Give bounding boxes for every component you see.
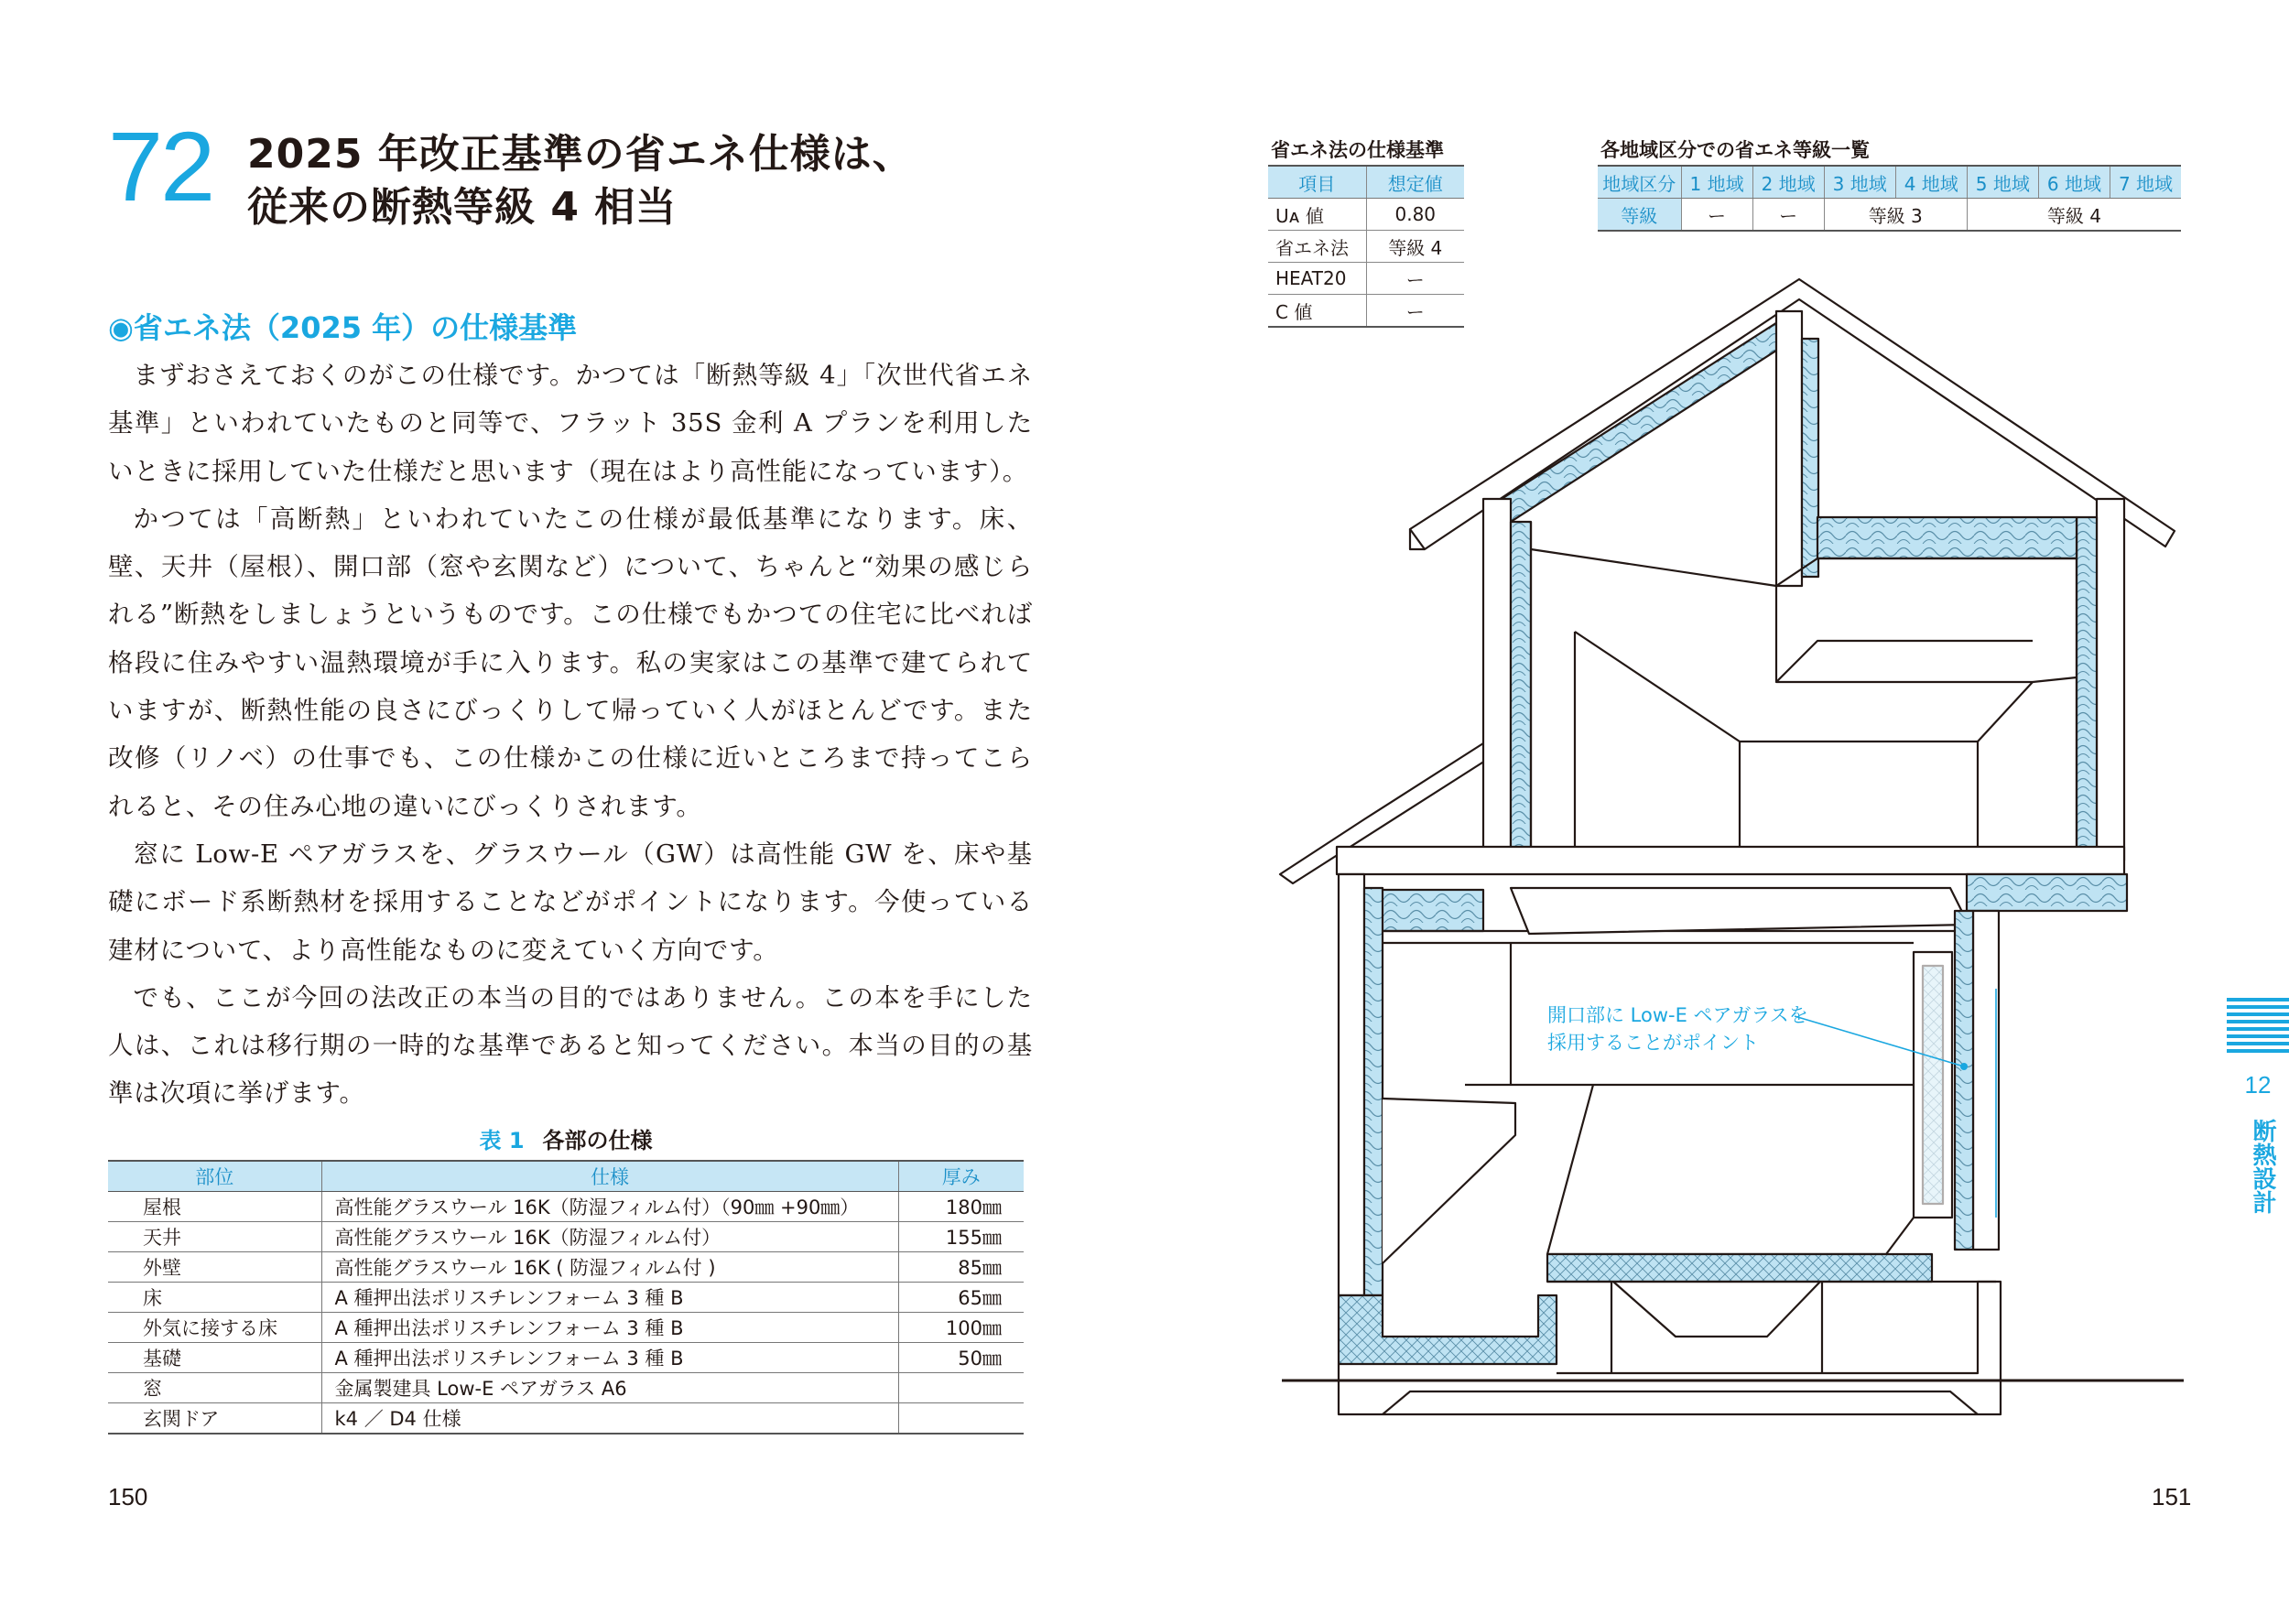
table-header: 4 地域 xyxy=(1895,166,1967,199)
table-cell: 180㎜ xyxy=(898,1192,1024,1222)
table-header: 仕様 xyxy=(321,1161,898,1192)
table-header-row xyxy=(108,1161,1024,1192)
table-cell: 高性能グラスウール 16K（防湿フィルム付）（90㎜ +90㎜） xyxy=(321,1192,898,1222)
paragraph: かつては「高断熱」といわれていたこの仕様が最低基準になります。床、壁、天井（屋根）、開口部（窓や玄関など）について、ちゃんと“効果の感じられる”断熱をしましょうというものです。この仕様でもかつての住宅に比べれば格段に住みやすい温熱環境が手に入ります。私の実家はこの基準で建てられていますが、断熱性能の良さにびっくりして帰っていく人がほとんどです。また改修（リノベ）の仕事でも、この仕様かこの仕様に近いところまで持ってこられると、その住み心地の違いにびっくりされます。 xyxy=(108,503,1033,821)
section-title xyxy=(247,128,914,234)
table-header: 6 地域 xyxy=(2038,166,2110,199)
table-cell: 外気に接する床 xyxy=(108,1313,321,1343)
window-callout xyxy=(1547,1001,1808,1056)
table-cell: 85㎜ xyxy=(898,1252,1024,1283)
table-header: 5 地域 xyxy=(1967,166,2038,199)
table-cell xyxy=(898,1403,1024,1435)
table-cell: HEAT20 xyxy=(1268,263,1366,295)
subheading: ◉省エネ法（2025 年）の仕様基準 xyxy=(108,310,578,345)
table-header: 1 地域 xyxy=(1681,166,1752,199)
table-row xyxy=(108,1283,1024,1313)
region-grade-table xyxy=(1598,165,2181,232)
table-row-label: 等級 xyxy=(1598,199,1681,232)
table-cell: 天井 xyxy=(108,1222,321,1252)
table-header: 部位 xyxy=(108,1161,321,1192)
table-cell: 窓 xyxy=(108,1373,321,1403)
table1-caption xyxy=(108,1122,1024,1154)
table-cell: 155㎜ xyxy=(898,1222,1024,1252)
table-row xyxy=(108,1222,1024,1252)
paragraph: まずおさえておくのがこの仕様です。かつては「断熱等級 4」「次世代省エネ基準」といわれていたものと同等で、フラット 35S 金利 A プランを利用したいときに採用していた仕様だと思います（現在はより高性能になっています）。 xyxy=(108,361,1033,486)
table-row xyxy=(108,1252,1024,1283)
spec-table-caption: 省エネ法の仕様基準 xyxy=(1271,139,1444,161)
chapter-title-text: 断熱設計 xyxy=(2249,1119,2276,1214)
table-cell: 屋根 xyxy=(108,1192,321,1222)
section-title-line1: 2025 年改正基準の省エネ仕様は、 xyxy=(247,131,914,178)
table-cell: ー xyxy=(1366,263,1464,295)
table-header: 地域区分 xyxy=(1598,166,1681,199)
table-header: 想定値 xyxy=(1366,166,1464,199)
table-row xyxy=(1268,231,1464,263)
table-cell: A 種押出法ポリスチレンフォーム 3 種 B xyxy=(321,1343,898,1373)
table-cell xyxy=(898,1373,1024,1403)
callout-line2: 採用することがポイント xyxy=(1547,1032,1759,1054)
table-header: 項目 xyxy=(1268,166,1366,199)
table-row xyxy=(1598,199,2181,232)
body-text xyxy=(108,352,1033,1118)
table-cell: C 値 xyxy=(1268,295,1366,328)
chapter-title xyxy=(2243,1111,2276,1221)
table-cell: A 種押出法ポリスチレンフォーム 3 種 B xyxy=(321,1313,898,1343)
section-number: 72 xyxy=(108,111,213,222)
table-cell: ー xyxy=(1752,199,1824,232)
table-row xyxy=(1268,199,1464,231)
table-header: 7 地域 xyxy=(2110,166,2181,199)
table-cell: 玄関ドア xyxy=(108,1403,321,1435)
spec-table xyxy=(108,1160,1024,1435)
table1-label: 表 1 xyxy=(479,1128,525,1153)
table-row xyxy=(108,1343,1024,1373)
chapter-side-tab xyxy=(2227,998,2289,1056)
table-cell: 高性能グラスウール 16K（防湿フィルム付） xyxy=(321,1222,898,1252)
table-cell: k4 ／ D4 仕様 xyxy=(321,1403,898,1435)
table1-caption-text: 各部の仕様 xyxy=(542,1128,653,1153)
table-cell: 等級 4 xyxy=(1366,231,1464,263)
chapter-number: 12 xyxy=(2244,1071,2272,1099)
table-cell: 基礎 xyxy=(108,1343,321,1373)
paragraph: 窓に Low-E ペアガラスを、グラスウール（GW）は高性能 GW を、床や基礎にボード系断熱材を採用することなどがポイントになります。今使っている建材について、より高性能なものに変えていく方向です。 xyxy=(108,839,1033,965)
table-cell: Uᴀ 値 xyxy=(1268,199,1366,231)
table-cell: 省エネ法 xyxy=(1268,231,1366,263)
table-header: 2 地域 xyxy=(1752,166,1824,199)
table-row xyxy=(108,1192,1024,1222)
table-cell: ー xyxy=(1366,295,1464,328)
table-cell: 床 xyxy=(108,1283,321,1313)
page-number-left: 150 xyxy=(108,1483,148,1510)
table-header-row xyxy=(1598,166,2181,199)
table-cell: 65㎜ xyxy=(898,1283,1024,1313)
table-cell: 外壁 xyxy=(108,1252,321,1283)
table-cell: 等級 3 xyxy=(1824,199,1967,232)
table-cell: 100㎜ xyxy=(898,1313,1024,1343)
region-table-caption: 各地域区分での省エネ等級一覧 xyxy=(1600,139,1870,161)
table-row xyxy=(108,1373,1024,1403)
table-header-row xyxy=(1268,166,1464,199)
callout-line1: 開口部に Low-E ペアガラスを xyxy=(1547,1004,1808,1026)
table-row xyxy=(108,1403,1024,1435)
table-cell: ー xyxy=(1681,199,1752,232)
table-cell: 等級 4 xyxy=(1967,199,2181,232)
table-cell: 高性能グラスウール 16K ( 防湿フィルム付 ) xyxy=(321,1252,898,1283)
table-cell: 金属製建具 Low-E ペアガラス A6 xyxy=(321,1373,898,1403)
page-number-right: 151 xyxy=(2152,1483,2192,1510)
house-section-illustration xyxy=(1264,265,2207,1456)
table-cell: 50㎜ xyxy=(898,1343,1024,1373)
table-row xyxy=(108,1313,1024,1343)
section-title-line2: 従来の断熱等級 4 相当 xyxy=(247,184,678,231)
paragraph: でも、ここが今回の法改正の本当の目的ではありません。この本を手にした人は、これは移行期の一時的な基準であると知ってください。本当の目的の基準は次項に挙げます。 xyxy=(108,982,1033,1109)
table-cell: A 種押出法ポリスチレンフォーム 3 種 B xyxy=(321,1283,898,1313)
table-cell: 0.80 xyxy=(1366,199,1464,231)
table-header: 3 地域 xyxy=(1824,166,1895,199)
table-header: 厚み xyxy=(898,1161,1024,1192)
